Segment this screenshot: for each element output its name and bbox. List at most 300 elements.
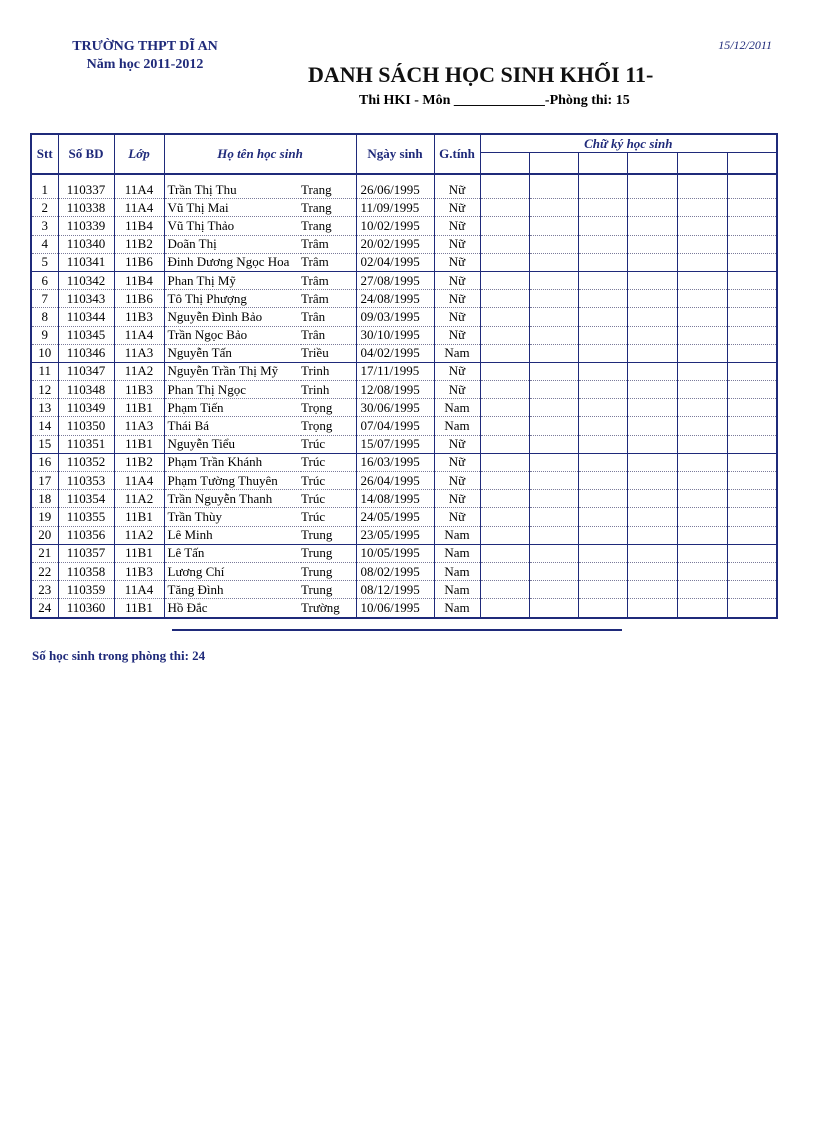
signature-cell <box>529 472 578 490</box>
row-ho-dem: Nguyễn Đình Bảo <box>164 308 301 326</box>
signature-cell <box>529 417 578 435</box>
row-lop: 11B2 <box>114 453 164 471</box>
row-lop: 11A4 <box>114 181 164 199</box>
row-stt: 17 <box>31 472 58 490</box>
table-row <box>31 344 777 362</box>
student-roster-table <box>30 133 778 619</box>
signature-cell <box>627 417 677 435</box>
signature-cell <box>529 381 578 399</box>
table-row <box>31 508 777 526</box>
signature-cell <box>480 199 529 217</box>
signature-cell <box>677 508 727 526</box>
signature-cell <box>627 526 677 544</box>
row-ngay-sinh: 14/08/1995 <box>356 490 434 508</box>
row-ten: Trâm <box>301 271 356 289</box>
row-lop: 11B1 <box>114 399 164 417</box>
signature-cell <box>677 271 727 289</box>
signature-cell <box>480 453 529 471</box>
signature-cell <box>480 526 529 544</box>
row-ten: Trúc <box>301 453 356 471</box>
row-gioi-tinh: Nữ <box>434 181 480 199</box>
row-lop: 11B1 <box>114 435 164 453</box>
row-gioi-tinh: Nam <box>434 581 480 599</box>
signature-cell <box>727 526 777 544</box>
row-so-bd: 110339 <box>58 217 114 235</box>
signature-cell <box>627 253 677 271</box>
row-so-bd: 110344 <box>58 308 114 326</box>
signature-cell <box>578 271 627 289</box>
signature-cell <box>578 435 627 453</box>
row-lop: 11A2 <box>114 490 164 508</box>
row-stt: 13 <box>31 399 58 417</box>
row-lop: 11A4 <box>114 581 164 599</box>
signature-cell <box>529 526 578 544</box>
row-lop: 11A2 <box>114 526 164 544</box>
signature-cell <box>727 399 777 417</box>
row-ten: Trường <box>301 599 356 618</box>
signature-cell <box>578 181 627 199</box>
row-ho-dem: Phạm Trần Khánh <box>164 453 301 471</box>
row-so-bd: 110350 <box>58 417 114 435</box>
signature-cell <box>727 562 777 580</box>
row-ngay-sinh: 12/08/1995 <box>356 381 434 399</box>
signature-cell <box>727 472 777 490</box>
signature-cell <box>578 526 627 544</box>
signature-subcolumn <box>480 153 529 175</box>
row-ten: Trang <box>301 217 356 235</box>
signature-cell <box>578 199 627 217</box>
signature-cell <box>727 326 777 344</box>
signature-cell <box>529 490 578 508</box>
school-header <box>30 38 260 74</box>
row-ngay-sinh: 11/09/1995 <box>356 199 434 217</box>
row-ten: Trung <box>301 581 356 599</box>
col-header-stt: Stt <box>31 134 58 174</box>
signature-cell <box>529 599 578 618</box>
signature-cell <box>677 308 727 326</box>
table-row <box>31 362 777 380</box>
signature-cell <box>627 290 677 308</box>
row-ngay-sinh: 10/06/1995 <box>356 599 434 618</box>
row-lop: 11B3 <box>114 381 164 399</box>
row-stt: 1 <box>31 181 58 199</box>
row-gioi-tinh: Nữ <box>434 326 480 344</box>
signature-cell <box>529 235 578 253</box>
row-ten: Trung <box>301 526 356 544</box>
signature-cell <box>677 344 727 362</box>
signature-cell <box>627 344 677 362</box>
signature-cell <box>627 544 677 562</box>
table-row <box>31 453 777 471</box>
signature-cell <box>480 399 529 417</box>
signature-cell <box>727 199 777 217</box>
signature-cell <box>529 362 578 380</box>
signature-cell <box>480 381 529 399</box>
row-ho-dem: Vũ Thị Mai <box>164 199 301 217</box>
signature-cell <box>627 381 677 399</box>
row-ten: Trâm <box>301 290 356 308</box>
row-gioi-tinh: Nam <box>434 562 480 580</box>
row-lop: 11B6 <box>114 253 164 271</box>
signature-cell <box>480 235 529 253</box>
row-ten: Trang <box>301 199 356 217</box>
row-gioi-tinh: Nữ <box>434 362 480 380</box>
row-lop: 11A3 <box>114 344 164 362</box>
row-ngay-sinh: 24/05/1995 <box>356 508 434 526</box>
signature-cell <box>578 290 627 308</box>
row-so-bd: 110342 <box>58 271 114 289</box>
signature-cell <box>627 508 677 526</box>
table-row <box>31 271 777 289</box>
signature-cell <box>529 181 578 199</box>
row-stt: 3 <box>31 217 58 235</box>
signature-cell <box>627 217 677 235</box>
signature-cell <box>578 217 627 235</box>
row-so-bd: 110343 <box>58 290 114 308</box>
row-ten: Trọng <box>301 417 356 435</box>
signature-cell <box>480 599 529 618</box>
row-lop: 11A4 <box>114 199 164 217</box>
signature-cell <box>529 344 578 362</box>
table-row <box>31 562 777 580</box>
signature-cell <box>677 326 727 344</box>
signature-cell <box>529 290 578 308</box>
signature-cell <box>677 544 727 562</box>
row-ho-dem: Trần Ngọc Bảo <box>164 326 301 344</box>
row-stt: 20 <box>31 526 58 544</box>
row-so-bd: 110338 <box>58 199 114 217</box>
signature-cell <box>627 599 677 618</box>
signature-subcolumn <box>677 153 727 175</box>
signature-cell <box>727 490 777 508</box>
row-stt: 2 <box>31 199 58 217</box>
signature-cell <box>677 290 727 308</box>
signature-cell <box>627 453 677 471</box>
row-stt: 5 <box>31 253 58 271</box>
row-ten: Trâm <box>301 253 356 271</box>
table-row <box>31 417 777 435</box>
row-gioi-tinh: Nữ <box>434 199 480 217</box>
signature-cell <box>627 490 677 508</box>
row-so-bd: 110359 <box>58 581 114 599</box>
signature-cell <box>727 253 777 271</box>
signature-cell <box>480 490 529 508</box>
row-gioi-tinh: Nữ <box>434 435 480 453</box>
row-stt: 18 <box>31 490 58 508</box>
signature-cell <box>529 399 578 417</box>
spacer-row <box>31 174 777 181</box>
table-row <box>31 326 777 344</box>
row-stt: 22 <box>31 562 58 580</box>
signature-cell <box>677 399 727 417</box>
signature-cell <box>529 508 578 526</box>
table-row <box>31 472 777 490</box>
signature-subcolumn <box>578 153 627 175</box>
row-lop: 11B6 <box>114 290 164 308</box>
row-stt: 7 <box>31 290 58 308</box>
signature-cell <box>480 344 529 362</box>
row-ngay-sinh: 27/08/1995 <box>356 271 434 289</box>
row-ho-dem: Phạm Tiến <box>164 399 301 417</box>
signature-cell <box>480 472 529 490</box>
signature-cell <box>727 181 777 199</box>
signature-cell <box>727 308 777 326</box>
row-ho-dem: Lê Minh <box>164 526 301 544</box>
row-ngay-sinh: 23/05/1995 <box>356 526 434 544</box>
signature-cell <box>480 581 529 599</box>
signature-cell <box>578 253 627 271</box>
row-ten: Trúc <box>301 508 356 526</box>
row-gioi-tinh: Nữ <box>434 290 480 308</box>
row-so-bd: 110352 <box>58 453 114 471</box>
row-gioi-tinh: Nam <box>434 344 480 362</box>
signature-cell <box>529 435 578 453</box>
row-ngay-sinh: 30/10/1995 <box>356 326 434 344</box>
table-row <box>31 526 777 544</box>
row-ngay-sinh: 30/06/1995 <box>356 399 434 417</box>
signature-cell <box>677 417 727 435</box>
row-ten: Trâm <box>301 235 356 253</box>
row-stt: 24 <box>31 599 58 618</box>
table-row <box>31 399 777 417</box>
row-ho-dem: Lê Tấn <box>164 544 301 562</box>
row-ten: Trúc <box>301 472 356 490</box>
row-gioi-tinh: Nữ <box>434 271 480 289</box>
signature-cell <box>627 326 677 344</box>
row-ngay-sinh: 15/07/1995 <box>356 435 434 453</box>
row-gioi-tinh: Nữ <box>434 253 480 271</box>
signature-cell <box>627 181 677 199</box>
signature-cell <box>727 581 777 599</box>
row-gioi-tinh: Nam <box>434 544 480 562</box>
signature-cell <box>627 435 677 453</box>
row-ho-dem: Nguyễn Trần Thị Mỹ <box>164 362 301 380</box>
school-year: Năm học 2011-2012 <box>86 57 204 72</box>
row-gioi-tinh: Nam <box>434 417 480 435</box>
signature-cell <box>677 181 727 199</box>
row-ten: Trân <box>301 308 356 326</box>
row-ten: Trung <box>301 562 356 580</box>
row-so-bd: 110357 <box>58 544 114 562</box>
signature-cell <box>677 217 727 235</box>
row-so-bd: 110353 <box>58 472 114 490</box>
signature-cell <box>480 290 529 308</box>
signature-cell <box>529 562 578 580</box>
signature-cell <box>677 381 727 399</box>
row-ho-dem: Vũ Thị Thảo <box>164 217 301 235</box>
row-ten: Trinh <box>301 362 356 380</box>
signature-cell <box>480 435 529 453</box>
signature-cell <box>578 599 627 618</box>
row-lop: 11B4 <box>114 217 164 235</box>
signature-cell <box>578 544 627 562</box>
signature-cell <box>627 399 677 417</box>
signature-cell <box>627 362 677 380</box>
signature-cell <box>529 199 578 217</box>
col-header-chu-ky: Chữ ký học sinh <box>480 134 777 153</box>
signature-cell <box>677 199 727 217</box>
row-stt: 23 <box>31 581 58 599</box>
table-row <box>31 581 777 599</box>
signature-cell <box>578 417 627 435</box>
row-gioi-tinh: Nữ <box>434 453 480 471</box>
row-lop: 11B3 <box>114 562 164 580</box>
row-stt: 10 <box>31 344 58 362</box>
signature-cell <box>529 308 578 326</box>
signature-cell <box>677 490 727 508</box>
row-stt: 12 <box>31 381 58 399</box>
row-ho-dem: Lương Chí <box>164 562 301 580</box>
signature-cell <box>677 562 727 580</box>
row-so-bd: 110358 <box>58 562 114 580</box>
row-lop: 11A4 <box>114 472 164 490</box>
row-ngay-sinh: 08/02/1995 <box>356 562 434 580</box>
school-name: TRƯỜNG THPT DĨ AN <box>72 39 218 54</box>
signature-cell <box>727 235 777 253</box>
row-lop: 11B1 <box>114 544 164 562</box>
signature-cell <box>727 381 777 399</box>
signature-cell <box>677 581 727 599</box>
signature-cell <box>480 362 529 380</box>
signature-cell <box>677 435 727 453</box>
table-row <box>31 181 777 199</box>
row-so-bd: 110347 <box>58 362 114 380</box>
row-ho-dem: Trần Thị Thu <box>164 181 301 199</box>
row-gioi-tinh: Nữ <box>434 508 480 526</box>
row-so-bd: 110345 <box>58 326 114 344</box>
signature-cell <box>480 562 529 580</box>
row-ho-dem: Phạm Tường Thuyên <box>164 472 301 490</box>
signature-cell <box>578 472 627 490</box>
row-ho-dem: Phan Thị Ngọc <box>164 381 301 399</box>
row-gioi-tinh: Nữ <box>434 381 480 399</box>
row-gioi-tinh: Nữ <box>434 217 480 235</box>
print-date: 15/12/2011 <box>718 38 772 52</box>
row-gioi-tinh: Nam <box>434 599 480 618</box>
signature-cell <box>677 235 727 253</box>
divider-line <box>172 629 622 631</box>
signature-cell <box>727 508 777 526</box>
signature-cell <box>677 472 727 490</box>
row-lop: 11A2 <box>114 362 164 380</box>
row-lop: 11B1 <box>114 508 164 526</box>
signature-cell <box>529 453 578 471</box>
row-ho-dem: Tô Thị Phượng <box>164 290 301 308</box>
signature-cell <box>529 544 578 562</box>
signature-cell <box>727 599 777 618</box>
row-lop: 11B3 <box>114 308 164 326</box>
row-so-bd: 110355 <box>58 508 114 526</box>
signature-cell <box>627 271 677 289</box>
signature-cell <box>578 362 627 380</box>
signature-cell <box>578 344 627 362</box>
col-header-gioi-tinh: G.tính <box>434 134 480 174</box>
signature-cell <box>727 217 777 235</box>
row-ho-dem: Doãn Thị <box>164 235 301 253</box>
row-stt: 15 <box>31 435 58 453</box>
row-ngay-sinh: 10/02/1995 <box>356 217 434 235</box>
row-ten: Triều <box>301 344 356 362</box>
signature-cell <box>727 417 777 435</box>
signature-cell <box>480 308 529 326</box>
row-stt: 9 <box>31 326 58 344</box>
signature-subcolumn <box>529 153 578 175</box>
signature-cell <box>727 344 777 362</box>
col-header-ho-ten: Họ tên học sinh <box>164 134 356 174</box>
signature-cell <box>727 362 777 380</box>
signature-subcolumn <box>727 153 777 175</box>
signature-cell <box>480 326 529 344</box>
row-ngay-sinh: 26/06/1995 <box>356 181 434 199</box>
signature-cell <box>578 453 627 471</box>
signature-cell <box>677 526 727 544</box>
row-stt: 8 <box>31 308 58 326</box>
signature-cell <box>677 599 727 618</box>
row-ho-dem: Trần Thùy <box>164 508 301 526</box>
signature-cell <box>529 217 578 235</box>
row-ho-dem: Phan Thị Mỹ <box>164 271 301 289</box>
signature-cell <box>480 253 529 271</box>
row-ngay-sinh: 17/11/1995 <box>356 362 434 380</box>
row-gioi-tinh: Nữ <box>434 235 480 253</box>
row-lop: 11A4 <box>114 326 164 344</box>
signature-cell <box>529 271 578 289</box>
row-stt: 16 <box>31 453 58 471</box>
table-row <box>31 290 777 308</box>
row-ho-dem: Hồ Đắc <box>164 599 301 618</box>
table-row <box>31 217 777 235</box>
row-so-bd: 110346 <box>58 344 114 362</box>
row-so-bd: 110348 <box>58 381 114 399</box>
signature-cell <box>627 199 677 217</box>
signature-cell <box>578 508 627 526</box>
signature-cell <box>677 362 727 380</box>
row-gioi-tinh: Nữ <box>434 308 480 326</box>
row-so-bd: 110349 <box>58 399 114 417</box>
signature-cell <box>677 453 727 471</box>
row-lop: 11A3 <box>114 417 164 435</box>
row-gioi-tinh: Nam <box>434 399 480 417</box>
row-gioi-tinh: Nữ <box>434 472 480 490</box>
row-lop: 11B1 <box>114 599 164 618</box>
row-ten: Trung <box>301 544 356 562</box>
signature-cell <box>578 399 627 417</box>
signature-cell <box>480 417 529 435</box>
table-row <box>31 381 777 399</box>
col-header-ngay-sinh: Ngày sinh <box>356 134 434 174</box>
signature-cell <box>578 326 627 344</box>
signature-cell <box>627 472 677 490</box>
table-row <box>31 490 777 508</box>
row-ngay-sinh: 26/04/1995 <box>356 472 434 490</box>
page-subtitle: Thi HKI - Môn _____________-Phòng thi: 15 <box>359 93 630 108</box>
signature-cell <box>727 290 777 308</box>
table-row <box>31 253 777 271</box>
row-stt: 21 <box>31 544 58 562</box>
row-ngay-sinh: 20/02/1995 <box>356 235 434 253</box>
row-stt: 11 <box>31 362 58 380</box>
row-ngay-sinh: 08/12/1995 <box>356 581 434 599</box>
signature-cell <box>578 308 627 326</box>
signature-cell <box>529 253 578 271</box>
signature-cell <box>578 581 627 599</box>
row-so-bd: 110354 <box>58 490 114 508</box>
row-so-bd: 110337 <box>58 181 114 199</box>
signature-cell <box>627 235 677 253</box>
table-row <box>31 235 777 253</box>
signature-cell <box>578 235 627 253</box>
row-so-bd: 110360 <box>58 599 114 618</box>
